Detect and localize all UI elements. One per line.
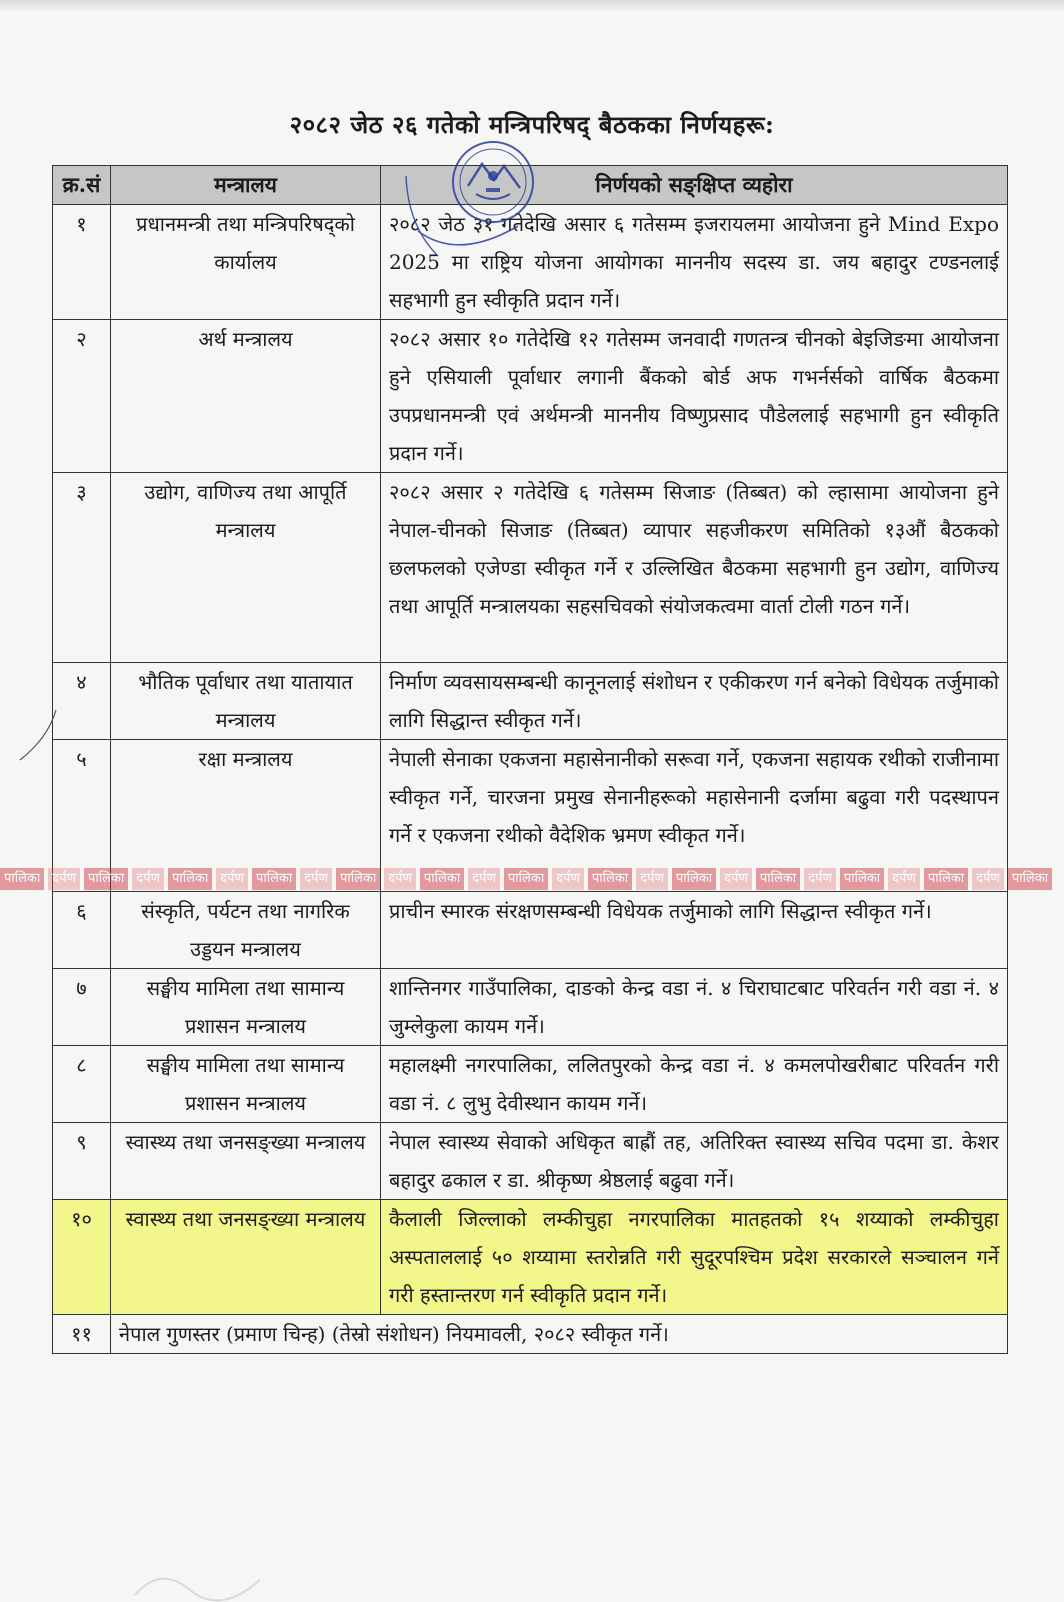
watermark-chip: पालिका bbox=[756, 868, 800, 890]
row-sn: ४ bbox=[53, 663, 111, 740]
table-row bbox=[53, 969, 1008, 1046]
decisions-table bbox=[52, 165, 1008, 1354]
row-sn: ९ bbox=[53, 1123, 111, 1200]
table-header-row bbox=[53, 166, 1008, 205]
row-sn: १० bbox=[53, 1200, 111, 1315]
watermark-chip: दर्पण bbox=[48, 868, 80, 890]
row-sn: ३ bbox=[53, 473, 111, 663]
row-ministry: उद्योग, वाणिज्य तथा आपूर्ति मन्त्रालय bbox=[111, 473, 381, 663]
watermark-chip: पालिका bbox=[588, 868, 632, 890]
watermark-chip: दर्पण bbox=[468, 868, 500, 890]
row-ministry: सङ्घीय मामिला तथा सामान्य प्रशासन मन्त्रालय bbox=[111, 1046, 381, 1123]
watermark-chip: पालिका bbox=[0, 868, 44, 890]
row-sn: १ bbox=[53, 205, 111, 320]
row-decision: नेपाल गुणस्तर (प्रमाण चिन्ह) (तेस्रो संशोधन) नियमावली, २०८२ स्वीकृत गर्ने। bbox=[111, 1315, 1008, 1354]
row-decision: कैलाली जिल्लाको लम्कीचुहा नगरपालिका मातहतको १५ शय्याको लम्कीचुहा अस्पताललाई ५० शय्यामा स्तरोन्नति गरी सुदूरपश्चिम प्रदेश सरकारले सञ्चालन गर्ने गरी हस्तान्तरण गर्न स्वीकृति प्रदान गर्ने। bbox=[381, 1200, 1008, 1315]
row-decision: २०८२ असार २ गतेदेखि ६ गतेसम्म सिजाङ (तिब्बत) को ल्हासामा आयोजना हुने नेपाल-चीनको सिजाङ (तिब्बत) व्यापार सहजीकरण समितिको १३औं बैठकको छलफलको एजेण्डा स्वीकृत गर्ने र उल्लिखित बैठकमा सहभागी हुन उद्योग, वाणिज्य तथा आपूर्ति मन्त्रालयका सहसचिवको संयोजकत्वमा वार्ता टोली गठन गर्ने। bbox=[381, 473, 1008, 663]
row-decision: महालक्ष्मी नगरपालिका, ललितपुरको केन्द्र वडा नं. ४ कमलपोखरीबाट परिवर्तन गरी वडा नं. ८ लुभु देवीस्थान कायम गर्ने। bbox=[381, 1046, 1008, 1123]
row-ministry: प्रधानमन्त्री तथा मन्त्रिपरिषद्को कार्यालय bbox=[111, 205, 381, 320]
table-row bbox=[53, 1315, 1008, 1354]
row-decision: नेपाल स्वास्थ्य सेवाको अधिकृत बाह्रौं तह, अतिरिक्त स्वास्थ्य सचिव पदमा डा. केशर बहादुर ढकाल र डा. श्रीकृष्ण श्रेष्ठलाई बढुवा गर्ने। bbox=[381, 1123, 1008, 1200]
header-ministry: मन्त्रालय bbox=[111, 166, 381, 205]
row-decision: शान्तिनगर गाउँपालिका, दाङको केन्द्र वडा नं. ४ चिराघाटबाट परिवर्तन गरी वडा नं. ४ जुम्लेकुला कायम गर्ने। bbox=[381, 969, 1008, 1046]
watermark-chip: पालिका bbox=[420, 868, 464, 890]
page-title: २०८२ जेठ २६ गतेको मन्त्रिपरिषद् बैठकका निर्णयहरू: bbox=[289, 110, 775, 139]
table-row bbox=[53, 205, 1008, 320]
row-decision: २०८२ जेठ ३१ गतेदेखि असार ६ गतेसम्म इजरायलमा आयोजना हुने Mind Expo 2025 मा राष्ट्रिय योजना आयोगका माननीय सदस्य डा. जय बहादुर टण्डनलाई सहभागी हुन स्वीकृति प्रदान गर्ने। bbox=[381, 205, 1008, 320]
row-ministry: संस्कृति, पर्यटन तथा नागरिक उड्डयन मन्त्रालय bbox=[111, 892, 381, 969]
watermark-chip: दर्पण bbox=[552, 868, 584, 890]
scan-top-edge bbox=[0, 0, 1064, 12]
row-sn: २ bbox=[53, 320, 111, 473]
watermark-chip: दर्पण bbox=[636, 868, 668, 890]
watermark-chip: पालिका bbox=[168, 868, 212, 890]
row-decision: नेपाली सेनाका एकजना महासेनानीको सरूवा गर्ने, एकजना सहायक रथीको राजीनामा स्वीकृत गर्ने, चारजना प्रमुख सेनानीहरूको महासेनानी दर्जामा बढुवा गरी पदस्थापन गर्ने र एकजना रथीको वैदेशिक भ्रमण स्वीकृत गर्ने। bbox=[381, 740, 1008, 892]
watermark-chip: पालिका bbox=[504, 868, 548, 890]
table-row bbox=[53, 663, 1008, 740]
watermark-chip: दर्पण bbox=[888, 868, 920, 890]
row-decision: प्राचीन स्मारक संरक्षणसम्बन्धी विधेयक तर्जुमाको लागि सिद्धान्त स्वीकृत गर्ने। bbox=[381, 892, 1008, 969]
row-ministry: सङ्घीय मामिला तथा सामान्य प्रशासन मन्त्रालय bbox=[111, 969, 381, 1046]
watermark-chip: पालिका bbox=[336, 868, 380, 890]
watermark-chip: दर्पण bbox=[132, 868, 164, 890]
watermark-chip: दर्पण bbox=[720, 868, 752, 890]
row-sn: ११ bbox=[53, 1315, 111, 1354]
watermark-chip: पालिका bbox=[924, 868, 968, 890]
watermark-chip: दर्पण bbox=[804, 868, 836, 890]
row-ministry: स्वास्थ्य तथा जनसङ्ख्या मन्त्रालय bbox=[111, 1200, 381, 1315]
table-row bbox=[53, 892, 1008, 969]
row-sn: ५ bbox=[53, 740, 111, 892]
watermark-chip: पालिका bbox=[84, 868, 128, 890]
table-row bbox=[53, 320, 1008, 473]
watermark-chip: पालिका bbox=[840, 868, 884, 890]
row-sn: ६ bbox=[53, 892, 111, 969]
watermark-chip: पालिका bbox=[252, 868, 296, 890]
table-row bbox=[53, 1123, 1008, 1200]
row-ministry: भौतिक पूर्वाधार तथा यातायात मन्त्रालय bbox=[111, 663, 381, 740]
watermark-chip: पालिका bbox=[672, 868, 716, 890]
row-decision: निर्माण व्यवसायसम्बन्धी कानूनलाई संशोधन र एकीकरण गर्न बनेको विधेयक तर्जुमाको लागि सिद्धान्त स्वीकृत गर्ने। bbox=[381, 663, 1008, 740]
watermark-chip: पालिका bbox=[1008, 868, 1052, 890]
row-sn: ८ bbox=[53, 1046, 111, 1123]
row-ministry: रक्षा मन्त्रालय bbox=[111, 740, 381, 892]
watermark-chip: दर्पण bbox=[300, 868, 332, 890]
bleed-through-smudge bbox=[130, 1560, 270, 1602]
header-sn: क्र.सं bbox=[53, 166, 111, 205]
row-sn: ७ bbox=[53, 969, 111, 1046]
table-row bbox=[53, 473, 1008, 663]
watermark-chip: दर्पण bbox=[384, 868, 416, 890]
watermark-chip: दर्पण bbox=[972, 868, 1004, 890]
table-row bbox=[53, 1046, 1008, 1123]
row-ministry: अर्थ मन्त्रालय bbox=[111, 320, 381, 473]
table-row bbox=[53, 740, 1008, 892]
watermark-chip: दर्पण bbox=[216, 868, 248, 890]
row-ministry: स्वास्थ्य तथा जनसङ्ख्या मन्त्रालय bbox=[111, 1123, 381, 1200]
header-decision: निर्णयको सङ्क्षिप्त व्यहोरा bbox=[381, 166, 1008, 205]
table-row-highlighted bbox=[53, 1200, 1008, 1315]
row-decision: २०८२ असार १० गतेदेखि १२ गतेसम्म जनवादी गणतन्त्र चीनको बेइजिङमा आयोजना हुने एसियाली पूर्वाधार लगानी बैंकको बोर्ड अफ गभर्नर्सको वार्षिक बैठकमा उपप्रधानमन्त्री एवं अर्थमन्त्री माननीय विष्णुप्रसाद पौडेललाई सहभागी हुन स्वीकृति प्रदान गर्ने। bbox=[381, 320, 1008, 473]
